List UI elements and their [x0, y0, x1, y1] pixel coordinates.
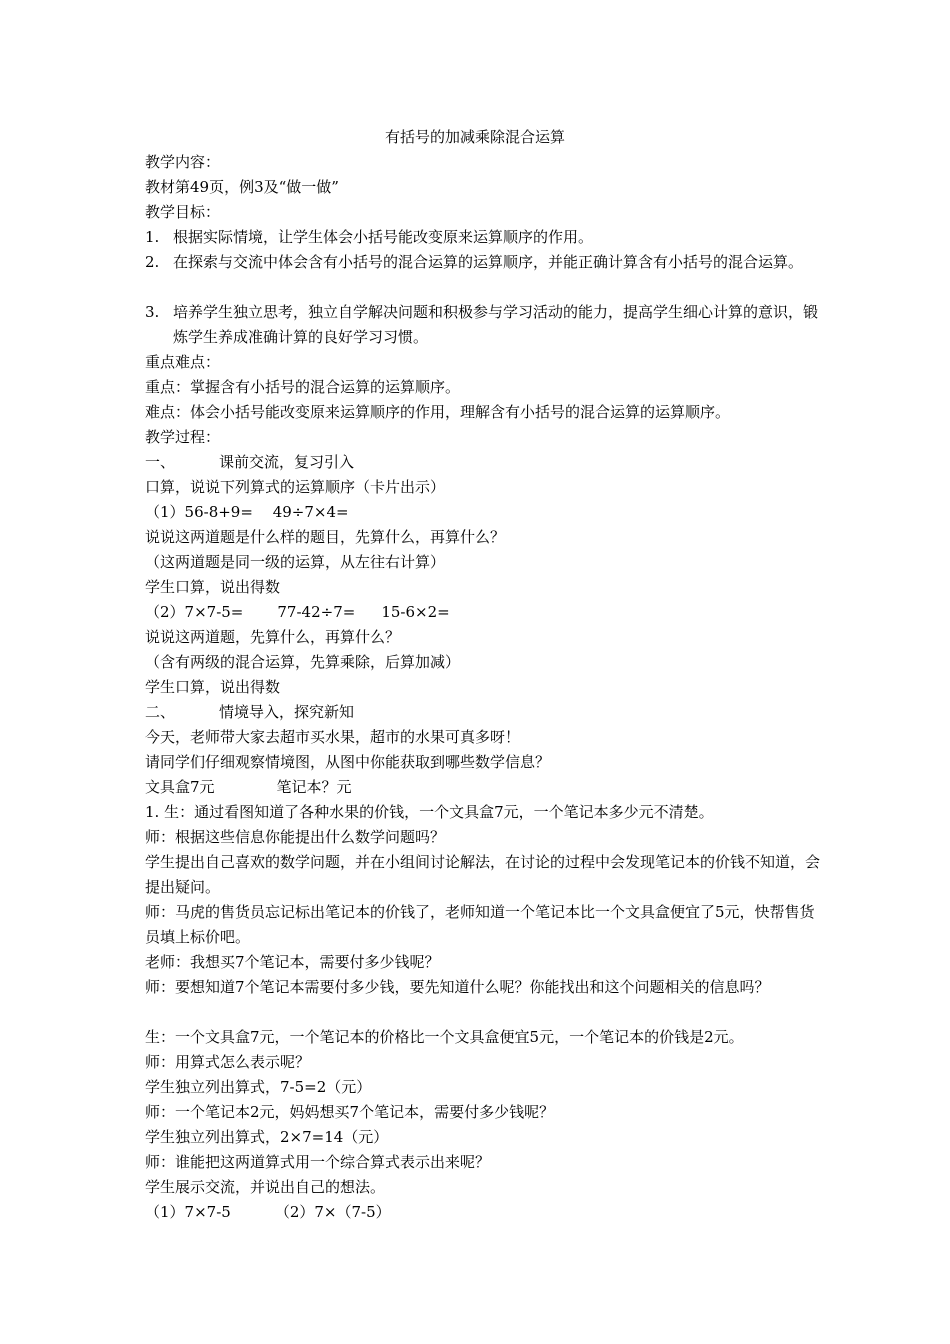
- text-line: 师：一个笔记本2元，妈妈想买7个笔记本，需要付多少钱呢？: [145, 1103, 555, 1121]
- section-heading: 教学过程：: [145, 428, 221, 446]
- text-line: 今天，老师带大家去超市买水果，超市的水果可真多呀！: [145, 728, 521, 746]
- expression: （2）7×（7-5）: [274, 1203, 391, 1221]
- text-paragraph: 师：要想知道7个笔记本需要付多少钱，要先知道什么呢？你能找出和这个问题相关的信息吗？: [145, 978, 770, 996]
- expression: （2）7×7-5=: [145, 603, 244, 621]
- text-line: 难点：体会小括号能改变原来运算顺序的作用，理解含有小括号的混合运算的运算顺序。: [145, 403, 731, 421]
- goal-number: 1.: [145, 228, 160, 246]
- text-line: 1. 生：通过看图知道了各种水果的价钱，一个文具盒7元，一个笔记本多少元不清楚。: [145, 803, 714, 821]
- step-number: 二、: [145, 703, 176, 721]
- document-body: [145, 150, 825, 1225]
- goal-item: [145, 300, 825, 350]
- text-line: 师：用算式怎么表示呢？: [145, 1053, 311, 1071]
- price-info: 文具盒7元: [145, 778, 215, 796]
- text-line: 重点：掌握含有小括号的混合运算的运算顺序。: [145, 378, 461, 396]
- section-heading: 教学内容：: [145, 153, 221, 171]
- text-line: 师：根据这些信息你能提出什么数学问题吗？: [145, 828, 446, 846]
- price-info: 笔记本？元: [276, 778, 352, 796]
- text-line: 请同学们仔细观察情境图，从图中你能获取到哪些数学信息？: [145, 753, 551, 771]
- text-line: 学生展示交流，并说出自己的想法。: [145, 1178, 386, 1196]
- text-line: 老师：我想买7个笔记本，需要付多少钱呢？: [145, 953, 440, 971]
- step-heading: [145, 700, 825, 725]
- step-title: 课前交流，复习引入: [219, 453, 355, 471]
- text-line: 口算，说说下列算式的运算顺序（卡片出示）: [145, 478, 446, 496]
- text-line: 学生独立列出算式，2×7=14（元）: [145, 1128, 389, 1146]
- text-line: 师：谁能把这两道算式用一个综合算式表示出来呢？: [145, 1153, 491, 1171]
- expression: （1）7×7-5: [145, 1203, 231, 1221]
- text-line: [145, 775, 825, 800]
- section-heading: 教学目标：: [145, 203, 221, 221]
- text-paragraph: 师：马虎的售货员忘记标出笔记本的价钱了，老师知道一个笔记本比一个文具盒便宜了5元，快帮售货员填上标价吧。: [145, 903, 815, 946]
- document-title: 有括号的加减乘除混合运算: [384, 128, 565, 146]
- text-line: 说说这两道题，先算什么，再算什么？: [145, 628, 401, 646]
- goal-number: 2.: [145, 253, 160, 271]
- text-line: [145, 600, 825, 625]
- goal-item: [145, 225, 825, 250]
- text-line: 学生口算，说出得数: [145, 678, 281, 696]
- goal-item: [145, 250, 825, 300]
- text-line: （1）56-8+9= 49÷7×4=: [145, 503, 349, 521]
- text-paragraph: 学生提出自己喜欢的数学问题，并在小组间讨论解法，在讨论的过程中会发现笔记本的价钱不知道，会提出疑问。: [145, 853, 821, 896]
- text-line: [145, 1200, 825, 1225]
- text-line: （含有两级的混合运算，先算乘除，后算加减）: [145, 653, 461, 671]
- text-line: 学生口算，说出得数: [145, 578, 281, 596]
- text-line: 教材第49页，例3及“做一做”: [145, 178, 339, 196]
- goal-text: 根据实际情境，让学生体会小括号能改变原来运算顺序的作用。: [173, 228, 594, 246]
- step-title: 情境导入，探究新知: [219, 703, 355, 721]
- text-line: 说说这两道题是什么样的题目，先算什么，再算什么？: [145, 528, 506, 546]
- step-number: 一、: [145, 453, 176, 471]
- step-heading: [145, 450, 825, 475]
- section-heading: 重点难点：: [145, 353, 221, 371]
- text-line: （这两道题是同一级的运算，从左往右计算）: [145, 553, 446, 571]
- goal-text: 在探索与交流中体会含有小括号的混合运算的运算顺序，并能正确计算含有小括号的混合运算。: [173, 253, 804, 271]
- expression: 77-42÷7=: [277, 603, 356, 621]
- text-line: 生：一个文具盒7元，一个笔记本的价格比一个文具盒便宜5元，一个笔记本的价钱是2元。: [145, 1028, 744, 1046]
- goal-number: 3.: [145, 303, 160, 321]
- text-line: 学生独立列出算式，7-5=2（元）: [145, 1078, 372, 1096]
- expression: 15-6×2=: [381, 603, 450, 621]
- goal-text: 培养学生独立思考，独立自学解决问题和积极参与学习活动的能力，提高学生细心计算的意识，锻炼学生养成准确计算的良好学习习惯。: [173, 303, 819, 346]
